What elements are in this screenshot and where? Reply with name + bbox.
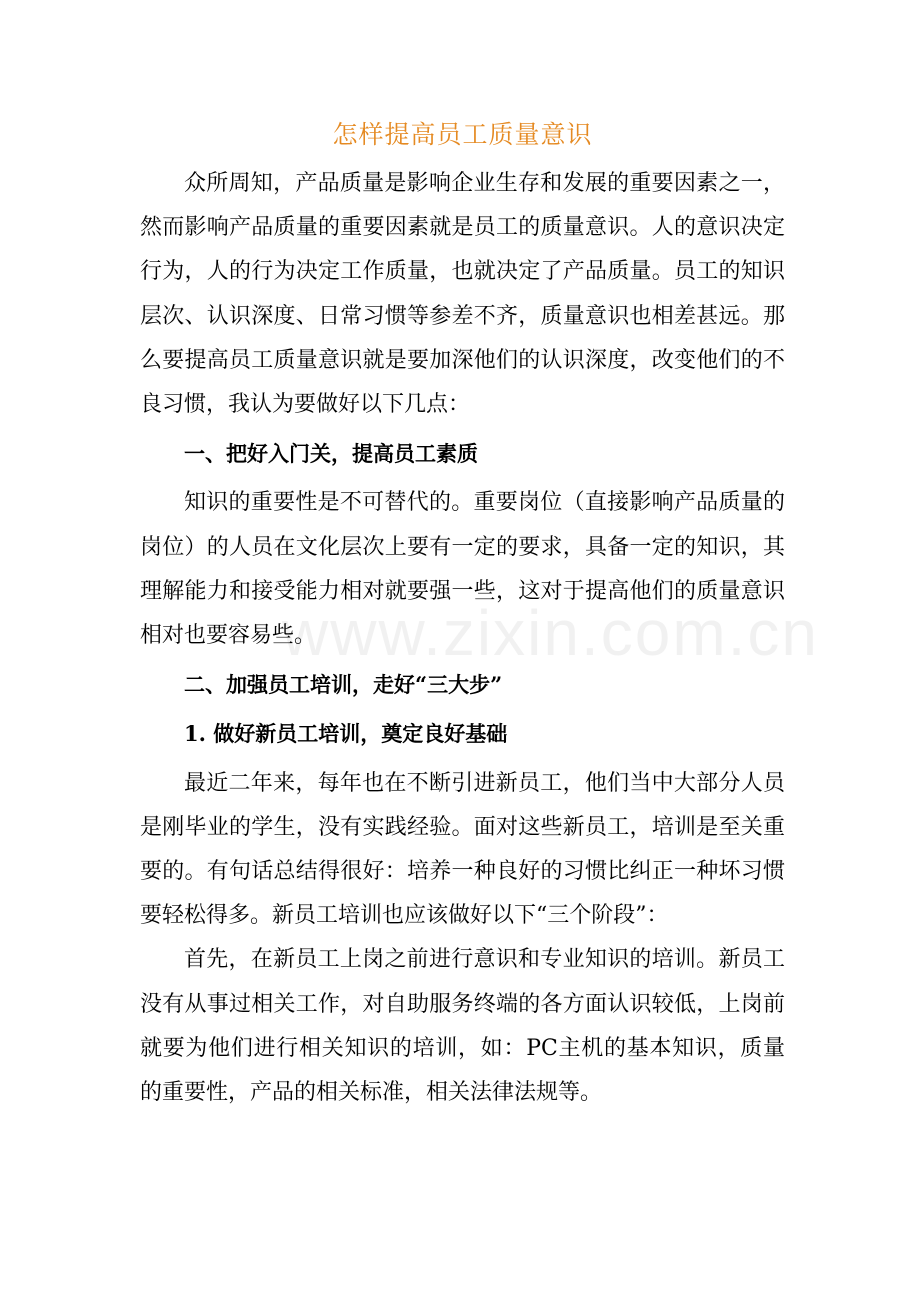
subsection-heading-1: 1. 做好新员工培训，奠定良好基础 [184, 721, 508, 747]
paragraph-new-staff: 最近二年来，每年也在不断引进新员工，他们当中大部分人员是刚毕业的学生，没有实践经验。面对这些新员工，培训是至关重要的。有句话总结得很好：培养一种良好的习惯比纠正一种坏习惯要轻松得多。新员工培训也应该做好以下“三个阶段”： [140, 770, 785, 929]
section-heading-2: 二、加强员工培训，走好“三大步” [184, 672, 503, 698]
watermark: www.zixin.com.cn [282, 597, 819, 669]
section-heading-1: 一、把好入门关，提高员工素质 [184, 441, 478, 467]
paragraph-first-stage: 首先，在新员工上岗之前进行意识和专业知识的培训。新员工没有从事过相关工作，对自助服务终端的各方面认识较低，上岗前就要为他们进行相关知识的培训，如：PC主机的基本知识，质量的重要性，产品的相关标准，相关法律法规等。 [140, 947, 785, 1106]
document-page [140, 112, 785, 1115]
document-title: 怎样提高员工质量意识 [332, 120, 593, 149]
paragraph-intro: 众所周知，产品质量是影响企业生存和发展的重要因素之一，然而影响产品质量的重要因素就是员工的质量意识。人的意识决定行为，人的行为决定工作质量，也就决定了产品质量。员工的知识层次、认识深度、日常习惯等参差不齐，质量意识也相差甚远。那么要提高员工质量意识就是要加深他们的认识深度，改变他们的不良习惯，我认为要做好以下几点： [140, 171, 785, 418]
paragraph-knowledge: 知识的重要性是不可替代的。重要岗位（直接影响产品质量的岗位）的人员在文化层次上要有一定的要求，具备一定的知识，其理解能力和接受能力相对就要强一些，这对于提高他们的质量意识相对也要容易些。 [140, 490, 785, 649]
